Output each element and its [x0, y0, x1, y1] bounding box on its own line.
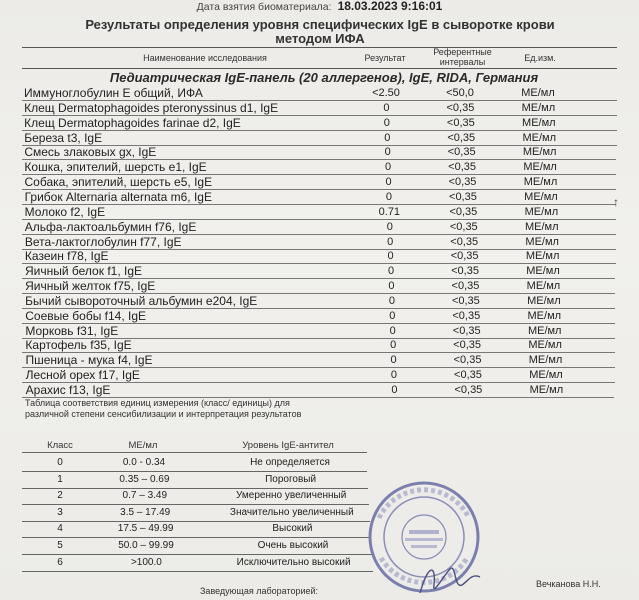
test-result: 0	[390, 354, 397, 367]
class-row	[0, 489, 380, 503]
test-name: Вета-лактоглобулин f77, IgE	[24, 234, 182, 249]
class-range: 0.35 – 0.69	[119, 473, 170, 485]
test-reference: <0,35	[451, 265, 479, 278]
test-unit: МЕ/мл	[529, 384, 564, 396]
test-result: 0	[387, 265, 395, 278]
class-level: Значительно увеличенный	[229, 506, 354, 518]
test-result: 0.71	[378, 205, 401, 218]
class-level: Пороговый	[265, 473, 317, 485]
test-reference: <0,35	[446, 116, 475, 129]
class-row	[0, 506, 380, 520]
test-reference: <0,35	[450, 235, 479, 248]
sample-date-label: Дата взятия биоматериала:	[196, 1, 332, 13]
class-number: 1	[57, 473, 63, 485]
test-result: 0	[386, 220, 393, 233]
class-range: 3.5 – 17.49	[120, 506, 171, 518]
test-row	[0, 205, 639, 219]
test-name: Клещ Dermatophagoides pteronyssinus d1, IgE	[24, 100, 279, 115]
test-name: Яичный желток f75, IgE	[25, 279, 156, 294]
test-row	[0, 190, 639, 204]
report-title	[40, 18, 600, 46]
test-row	[0, 131, 639, 145]
test-reference: <0,35	[448, 176, 477, 189]
test-name: Грибок Alternaria alternata m6, IgE	[24, 189, 212, 204]
class-level: Умеренно увеличенный	[236, 490, 347, 502]
test-result: 0	[385, 190, 392, 203]
test-name: Соевые бобы f14, IgE	[25, 308, 147, 323]
class-level: Не определяется	[250, 457, 330, 468]
test-unit: МЕ/мл	[522, 131, 557, 144]
elevated-marker: ↑	[613, 195, 619, 209]
col-header-result: Результат	[364, 53, 406, 63]
test-result: 0	[385, 161, 392, 174]
col-header-unit: Ед.изм.	[524, 53, 556, 63]
test-result: 0	[385, 176, 392, 189]
test-name: Собака, эпителий, шерсть e5, IgE	[24, 175, 213, 190]
test-result: 0	[384, 146, 391, 159]
test-name: Смесь злаковых gx, IgE	[24, 145, 157, 160]
test-name: Арахис f13, IgE	[25, 383, 111, 397]
test-reference: <0,35	[453, 339, 482, 352]
test-row	[0, 249, 639, 263]
test-name: Пшеница - мука f4, IgE	[25, 353, 153, 368]
test-reference: <0,35	[450, 250, 479, 263]
class-range: 50.0 – 99.99	[118, 540, 174, 551]
lab-head-label: Заведующая лабораторией:	[200, 586, 319, 596]
test-row	[0, 324, 639, 338]
class-level: Высокий	[272, 523, 313, 535]
test-reference: <0,35	[447, 146, 476, 159]
test-row	[0, 86, 639, 100]
test-name: Иммуноглобулин Е общий, ИФА	[24, 86, 203, 100]
sample-date-value: 18.03.2023 9:16:01	[337, 0, 443, 13]
class-level: Исключительно высокий	[236, 556, 351, 568]
test-name: Яичный белок f1, IgE	[25, 264, 143, 279]
test-reference: <0,35	[454, 369, 482, 382]
test-row	[0, 101, 639, 115]
test-result: 0	[388, 280, 395, 293]
test-row	[0, 175, 639, 189]
handwritten-signature	[410, 555, 490, 600]
test-reference: <0,35	[451, 294, 480, 307]
test-reference: <0,35	[448, 161, 477, 174]
test-unit: МЕ/мл	[527, 294, 561, 307]
test-reference: <0,35	[446, 101, 475, 114]
col-header-name: Наименование исследования	[143, 53, 267, 63]
test-row	[0, 338, 639, 352]
class-number: 0	[57, 457, 63, 468]
test-reference: <0,35	[451, 280, 480, 293]
test-unit: МЕ/мл	[524, 220, 559, 233]
test-row	[0, 309, 639, 323]
class-row	[0, 539, 380, 553]
test-reference: <0,35	[452, 324, 481, 337]
class-range: 0.0 - 0.34	[122, 457, 166, 468]
class-row	[0, 556, 380, 570]
test-unit: МЕ/мл	[528, 339, 562, 352]
test-name: Молоко f2, IgE	[24, 204, 106, 219]
class-number: 3	[57, 506, 63, 518]
class-number: 2	[57, 490, 63, 502]
test-name: Картофель f35, IgE	[25, 338, 132, 353]
classes-header-rule	[22, 452, 367, 453]
panel-section-title: Педиатрическая IgE-панель (20 аллергенов), IgE, RIDA, Германия	[109, 70, 539, 85]
test-result: 0	[383, 101, 390, 114]
header-top-rule	[22, 47, 617, 48]
test-name: Альфа-лактоальбумин f76, IgE	[24, 219, 197, 234]
test-unit: МЕ/мл	[529, 369, 563, 382]
test-unit: МЕ/мл	[527, 309, 562, 322]
col-header-ref-line1: Референтные	[433, 47, 492, 57]
class-row	[0, 456, 380, 470]
test-unit: МЕ/мл	[524, 190, 558, 203]
class-range: 0.7 – 3.49	[122, 490, 168, 502]
test-unit: МЕ/мл	[525, 250, 560, 263]
test-row	[0, 145, 639, 159]
test-row	[0, 116, 639, 130]
test-unit: МЕ/мл	[521, 101, 556, 114]
test-reference: <50,0	[446, 87, 474, 99]
test-result: 0	[390, 339, 397, 352]
test-result: 0	[383, 116, 390, 129]
test-unit: МЕ/мл	[523, 161, 557, 174]
test-row	[0, 220, 639, 234]
class-range: >100.0	[130, 556, 162, 568]
class-level: Очень высокий	[257, 540, 329, 551]
class-number: 6	[57, 556, 63, 568]
test-name: Бычий сывороточный альбумин e204, IgE	[25, 293, 258, 308]
test-unit: МЕ/мл	[522, 116, 556, 129]
test-result: <2.50	[372, 87, 400, 99]
lab-head-name: Вечканова Н.Н.	[536, 579, 601, 589]
report-title-line2: методом ИФА	[275, 31, 365, 46]
col-header-ref	[425, 47, 500, 67]
col-header-ref-line2: интервалы	[439, 57, 486, 67]
test-unit: МЕ/мл	[522, 146, 557, 159]
test-row	[0, 368, 639, 382]
test-reference: <0,35	[449, 190, 477, 203]
test-row	[0, 353, 639, 367]
test-unit: МЕ/мл	[524, 205, 559, 218]
test-name: Кошка, эпителий, шерсть e1, IgE	[24, 160, 207, 175]
test-unit: МЕ/мл	[521, 87, 555, 99]
test-row	[0, 383, 639, 397]
classes-header-class: Класс	[47, 440, 73, 451]
class-row	[0, 473, 380, 487]
test-result: 0	[387, 250, 394, 263]
test-result: 0	[384, 131, 391, 144]
header-bottom-rule	[22, 68, 617, 69]
classes-header-level: Уровень IgE-антител	[242, 440, 334, 451]
test-name: Лесной орех f17, IgE	[25, 368, 140, 383]
test-result: 0	[389, 324, 396, 337]
test-unit: МЕ/мл	[525, 235, 559, 248]
test-row	[0, 160, 639, 174]
test-name: Береза t3, IgE	[24, 130, 103, 145]
test-reference: <0,35	[447, 131, 476, 144]
test-result: 0	[387, 235, 394, 248]
test-result: 0	[389, 309, 396, 322]
test-unit: МЕ/мл	[526, 280, 561, 293]
test-row	[0, 279, 639, 293]
classes-header-unit: МЕ/мл	[128, 440, 158, 451]
test-row	[0, 264, 639, 278]
test-unit: МЕ/мл	[526, 265, 560, 278]
classes-table-caption: Таблица соответствия единиц измерения (класс/ единицы) для различной степени сенсибилизации и интерпретация результатов	[25, 398, 302, 419]
test-reference: <0,35	[449, 220, 478, 233]
test-unit: МЕ/мл	[523, 176, 558, 189]
test-reference: <0,35	[453, 354, 482, 367]
test-result: 0	[391, 384, 398, 396]
class-number: 4	[57, 523, 63, 535]
test-row	[0, 235, 639, 249]
class-number: 5	[57, 540, 63, 551]
test-unit: МЕ/мл	[528, 354, 563, 367]
report-title-line1: Результаты определения уровня специфических IgE в сыворотке крови	[85, 17, 555, 32]
sample-date-header	[0, 0, 639, 13]
test-reference: <0,35	[454, 384, 483, 396]
test-row	[0, 294, 639, 308]
test-result: 0	[390, 369, 398, 382]
test-name: Морковь f31, IgE	[25, 323, 119, 338]
test-reference: <0,35	[452, 309, 481, 322]
class-row-rule	[22, 571, 373, 572]
test-unit: МЕ/мл	[527, 324, 562, 337]
class-range: 17.5 – 49.99	[117, 523, 174, 535]
test-name: Казеин f78, IgE	[24, 249, 109, 264]
class-row	[0, 522, 380, 536]
test-name: Клещ Dermatophagoides farinae d2, IgE	[24, 115, 241, 130]
test-reference: <0,35	[449, 205, 478, 218]
test-result: 0	[388, 294, 395, 307]
